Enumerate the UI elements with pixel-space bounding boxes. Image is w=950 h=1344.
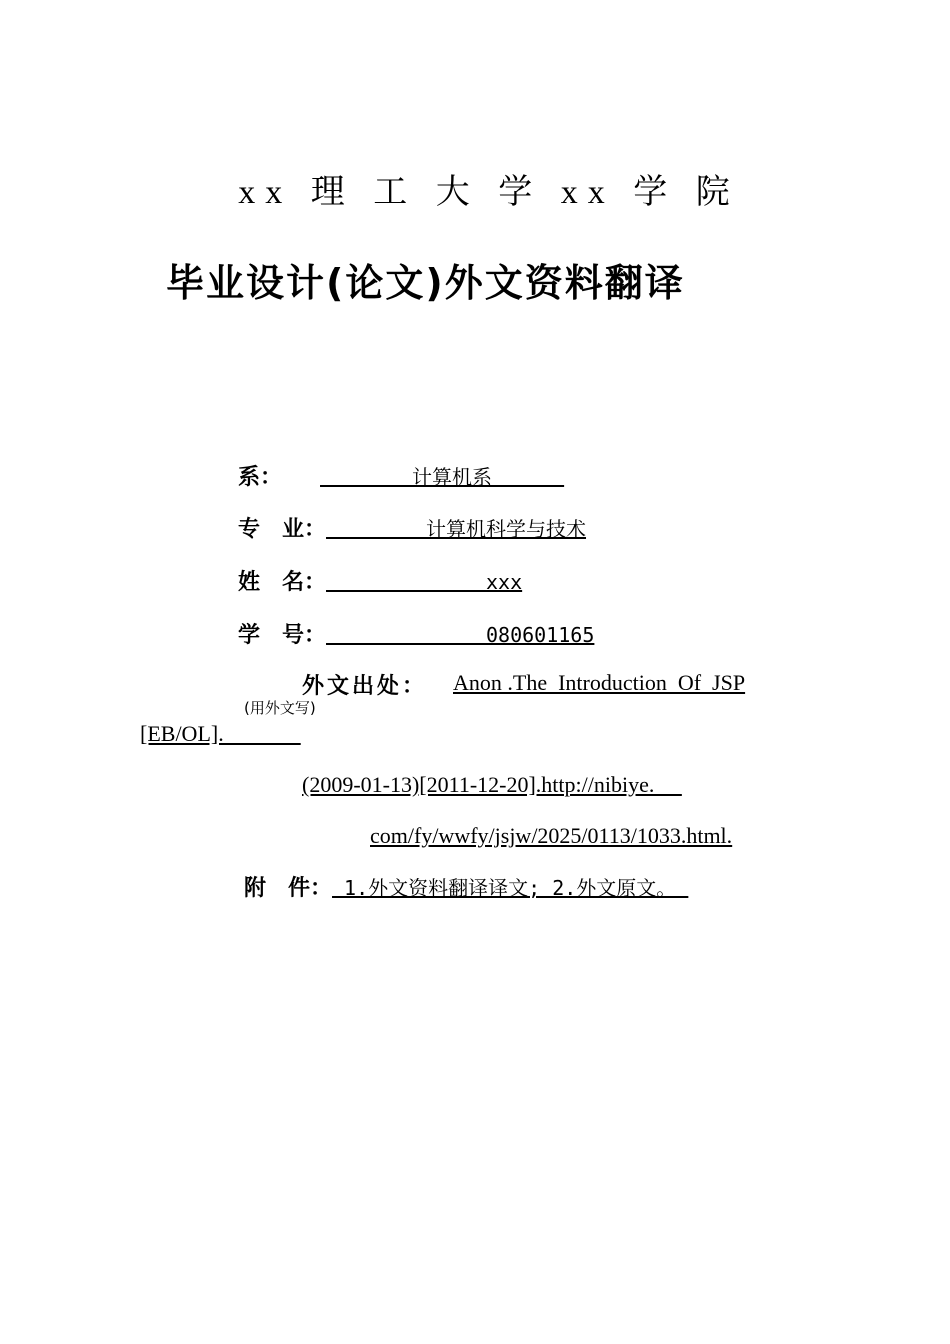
name-value: xxx bbox=[326, 570, 523, 594]
document-title: 毕业设计(论文)外文资料翻译 bbox=[166, 261, 685, 305]
student-id-value: 080601165 bbox=[326, 623, 595, 647]
student-id-field bbox=[238, 618, 594, 649]
source-line-1: Anon .The Introduction Of JSP bbox=[453, 670, 746, 695]
student-id-label: 学 号： bbox=[238, 623, 327, 648]
name-field bbox=[238, 565, 522, 596]
university-name: xx 理 工 大 学 xx 学 院 bbox=[238, 174, 740, 211]
source-line-3: (2009-01-13)[2011-12-20].http://nibiye. bbox=[302, 772, 682, 797]
source-line-2: [EB/OL]. bbox=[140, 721, 301, 746]
source-note: (用外文写) bbox=[244, 699, 316, 717]
name-label: 姓 名： bbox=[238, 570, 327, 595]
major-value: 计算机科学与技术 bbox=[326, 517, 587, 541]
source-field bbox=[302, 669, 427, 700]
source-label: 外文出处： bbox=[302, 674, 428, 699]
attachment-field bbox=[244, 871, 688, 902]
department-label: 系： bbox=[238, 465, 283, 490]
major-label: 专 业： bbox=[238, 517, 327, 542]
attachment-label: 附 件： bbox=[244, 876, 333, 901]
major-field bbox=[238, 512, 586, 543]
department-value: 计算机系 bbox=[320, 465, 565, 489]
source-line-4: com/fy/wwfy/jsjw/2025/0113/1033.html. bbox=[370, 823, 733, 848]
department-field bbox=[238, 460, 564, 491]
attachment-value: 1.外文资料翻译译文; 2.外文原文。 bbox=[332, 876, 689, 900]
